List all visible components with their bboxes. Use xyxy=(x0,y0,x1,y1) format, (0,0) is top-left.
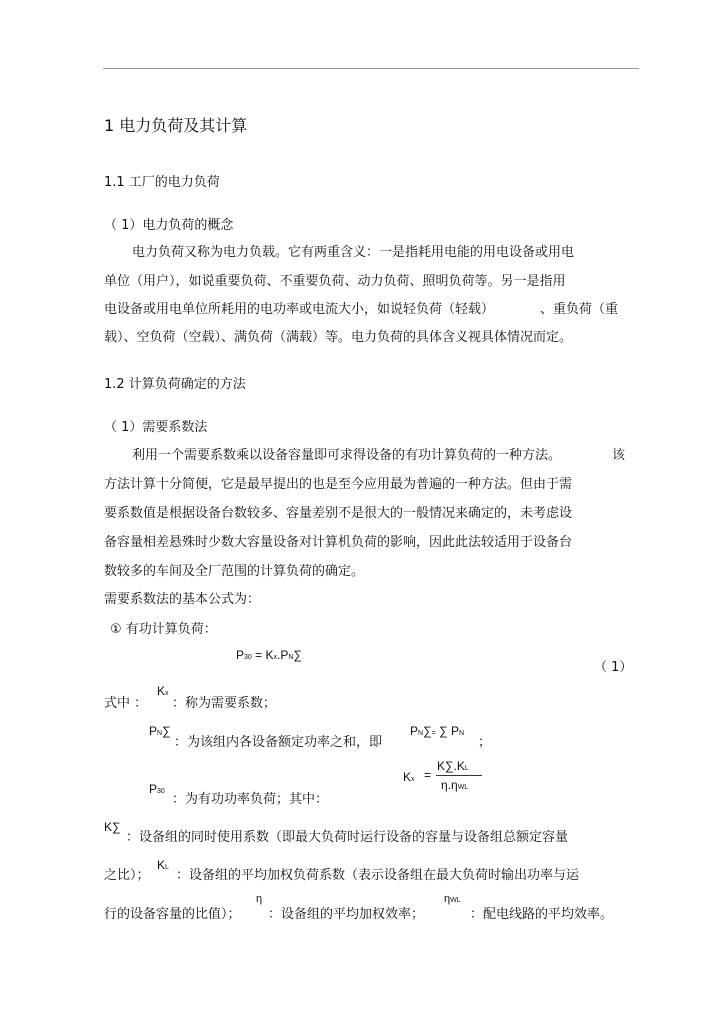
kx-description: ：称为需要系数； xyxy=(172,696,277,711)
subsection-heading: （ 1）需要系数法 xyxy=(104,420,208,435)
fraction-denominator: η.ηWL xyxy=(441,778,469,792)
etawl-symbol: ηWL xyxy=(444,893,461,905)
paragraph-line: 载）、空负荷（空载）、满负荷（满载）等。电力负荷的具体含义视具体情况而定。 xyxy=(104,330,573,345)
p30-description: ：为有功功率负荷；其中： xyxy=(172,792,329,807)
etawl-description: ：配电线路的平均效率。 xyxy=(470,907,614,922)
paragraph-line: 电力负荷又称为电力负载。它有两重含义：一是指耗用电能的用电设备或用电 xyxy=(132,245,575,260)
paragraph-line: 方法计算十分简便，它是最早提出的也是至今应用最为普遍的一种方法。但由于需 xyxy=(104,477,573,492)
chapter-title: 1 电力负荷及其计算 xyxy=(104,116,248,135)
kl-symbol: KL xyxy=(157,858,169,872)
p30-symbol: P30 xyxy=(149,782,165,796)
paragraph-line: 要系数值是根据设备台数较多、容量差别不是很大的一般情况来确定的，未考虑设 xyxy=(104,506,573,521)
subsection-heading: （ 1）电力负荷的概念 xyxy=(104,218,234,233)
fraction-numerator: K∑.KL xyxy=(437,759,469,773)
eta-symbol: η xyxy=(256,893,263,905)
formula-p30: P30 = Kx.PN∑ xyxy=(236,648,302,662)
kl-description: ：设备组的平均加权负荷系数（表示设备组在最大负荷时输出功率与运 xyxy=(176,868,580,883)
ksigma-description: ：设备组的同时使用系数（即最大负荷时运行设备的容量与设备组总额定容量 xyxy=(126,830,569,845)
definition-text: 之比）； xyxy=(104,868,150,883)
definition-text: 行的设备容量的比值）； xyxy=(104,907,241,922)
section-heading: 1.1 工厂的电力负荷 xyxy=(104,175,220,190)
paragraph-line: 利用一个需要系数乘以设备容量即可求得设备的有功计算负荷的一种方法。 xyxy=(132,448,562,463)
paragraph-line: 单位（用户），如说重要负荷、不重要负荷、动力负荷、照明负荷等。另一是指用 xyxy=(104,274,566,289)
paragraph-line: 该 xyxy=(612,448,626,463)
equals-sign: = xyxy=(424,768,432,782)
pn-sum-formula: PN∑= ∑ PN xyxy=(410,724,465,738)
paragraph-line: 电设备或用电单位所耗用的电功率或电流大小，如说轻负荷（轻载） xyxy=(104,302,495,317)
header-rule xyxy=(103,68,639,69)
paragraph-line: 、重负荷（重 xyxy=(540,302,619,317)
kx-symbol: Kx xyxy=(157,684,169,698)
list-item: ① 有功计算负荷： xyxy=(110,622,217,637)
semicolon: ； xyxy=(478,735,492,750)
fraction-bar xyxy=(436,775,482,776)
ksigma-symbol: K∑ xyxy=(104,820,121,834)
pn-description: ：为该组内各设备额定功率之和，即 xyxy=(174,735,383,750)
where-label: 式中 ： xyxy=(104,696,148,711)
formula-intro: 需要系数法的基本公式为： xyxy=(104,592,261,607)
pn-symbol: PN∑ xyxy=(149,724,171,738)
eta-description: ：设备组的平均加权效率； xyxy=(268,907,425,922)
equation-number: （ 1） xyxy=(594,660,633,675)
section-heading: 1.2 计算负荷确定的方法 xyxy=(104,377,246,392)
paragraph-line: 数较多的车间及全厂范围的计算负荷的确定。 xyxy=(104,564,365,579)
paragraph-line: 备容量相差悬殊时少数大容量设备对计算机负荷的影响，因此此法较适用于设备台 xyxy=(104,535,573,550)
kx-lhs: Kx xyxy=(403,770,415,784)
